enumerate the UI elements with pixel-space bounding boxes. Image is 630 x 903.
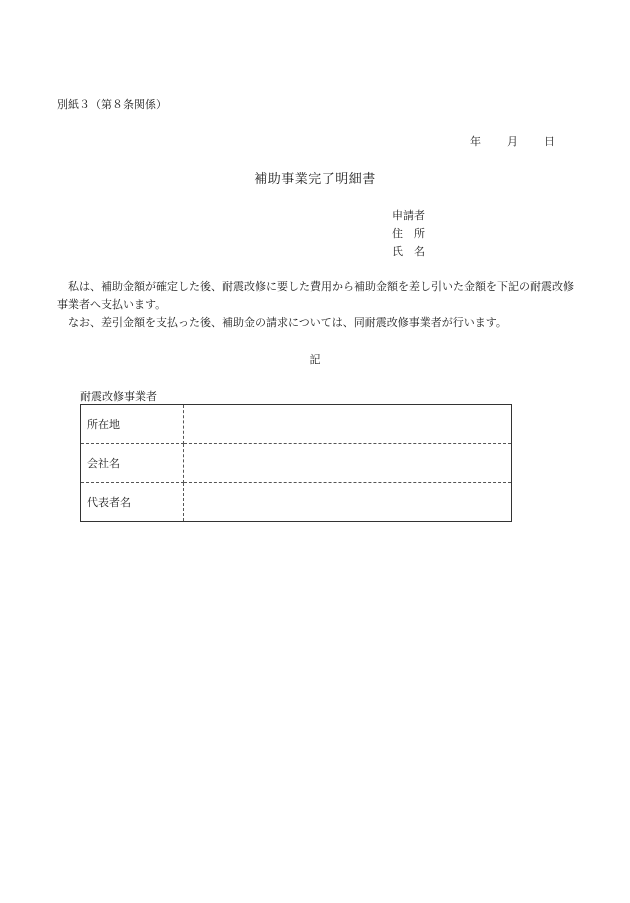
contractor-representative-label: 代表者名	[81, 483, 184, 522]
date-year-label: 年	[470, 135, 481, 148]
date-day-label: 日	[544, 135, 555, 148]
contractor-address-label: 所在地	[81, 405, 184, 444]
form-reference: 別紙３（第８条関係）	[57, 98, 167, 111]
table-row	[81, 444, 512, 483]
body-paragraph-1	[57, 278, 577, 314]
table-row	[81, 405, 512, 444]
contractor-address-field[interactable]	[184, 405, 512, 444]
body-paragraph-2-text: なお、差引金額を支払った後、補助金の請求については、同耐震改修事業者が行います。	[68, 316, 507, 329]
contractor-table	[80, 404, 512, 522]
body-paragraph-2	[57, 314, 577, 332]
contractor-representative-field[interactable]	[184, 483, 512, 522]
contractor-caption: 耐震改修事業者	[80, 390, 157, 403]
date-month-label: 月	[507, 135, 518, 148]
document-title: 補助事業完了明細書	[254, 172, 376, 187]
applicant-address-label: 住 所	[392, 227, 425, 240]
table-row	[81, 483, 512, 522]
contractor-company-label: 会社名	[81, 444, 184, 483]
applicant-label: 申請者	[392, 209, 425, 222]
ki-heading: 記	[309, 353, 321, 366]
contractor-company-field[interactable]	[184, 444, 512, 483]
body-paragraph-1-text: 私は、補助金額が確定した後、耐震改修に要した費用から補助金額を差し引いた金額を下記の耐震改修事業者へ支払います。	[57, 280, 574, 311]
date-line	[470, 133, 555, 149]
applicant-name-label: 氏 名	[392, 245, 425, 258]
